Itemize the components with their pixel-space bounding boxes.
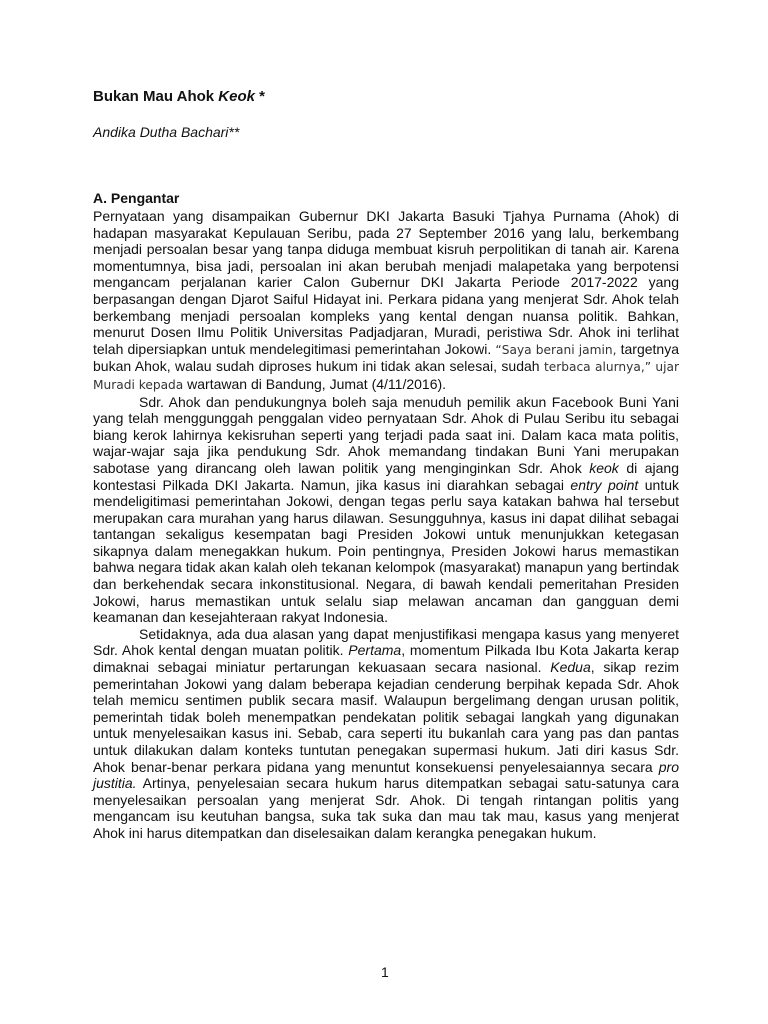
paragraph-text: Sdr. Ahok dan pendukungnya boleh saja menuduh pemilik akun Facebook Buni Yani yang telah menggunggah penggalan video pernyataan Sdr. Ahok di Pulau Seribu itu sebagai biang kerok lahirnya kekisruhan seperti yang terjadi pada saat ini. Dalam kaca mata politis, wajar-wajar saja jika pendukung Sdr. Ahok memandang tindakan Buni Yani merupakan sabotase yang dirancang oleh lawan politik yang menginginkan Sdr. Ahok (93, 393, 679, 476)
paragraph-text: di ajang kontestasi Pilkada DKI Jakarta. Namun, jika kasus ini diarahkan sebagai (93, 459, 679, 493)
page-number: 1 (381, 964, 389, 980)
paragraph-text: Artinya, penyelesaian secara hukum harus ditempatkan sebagai satu-satunya cara menyelesaikan persoalan yang menjerat Sdr. Ahok. Di tengah rintangan politis yang mengancam isu keutuhan bangsa, suka tak suka dan mau tak mau, kasus yang menjerat Ahok ini harus ditempatkan dan diselesaikan dalam kerangka penegakan hukum. (93, 775, 679, 841)
italic-term: pro justitia. (93, 758, 679, 792)
body-paragraph (93, 208, 679, 394)
document-body (93, 208, 679, 842)
italic-term: Kedua (550, 659, 591, 676)
paragraph-text: Setidaknya, ada dua alasan yang dapat menjustifikasi mengapa kasus yang menyeret Sdr. Ahok kental dengan muatan politik. (93, 625, 679, 659)
document-title (93, 88, 265, 105)
italic-term: entry point (570, 476, 639, 493)
title-suffix: * (254, 88, 265, 105)
paragraph-text: , momentum Pilkada Ibu Kota Jakarta kerap dimaknai sebagai miniatur pertarungan kekuasaan secara nasional. (93, 642, 679, 676)
quoted-text: terbaca alurnya,” ujar Muradi kepada (93, 360, 680, 392)
paragraph-text: untuk mendeligitimasi pemerintahan Jokowi, dengan tegas perlu saya katakan bahwa hal tersebut merupakan cara murahan yang harus dilawan. Sesungguhnya, kasus ini dapat dilihat sebagai tantangan sekaligus kesempatan bagi Presiden Jokowi untuk menunjukkan ketegasan sikapnya dalam menegakkan hukum. Poin pentingnya, Presiden Jokowi harus memastikan bahwa negara tidak akan kalah oleh tekanan kelompok (masyarakat) manapun yang bertindak dan berkehendak secara inkonstitusional. Negara, di bawah kendali pemeritahan Presiden Jokowi, harus memastikan untuk selalu siap melawan ancaman dan gangguan demi keamanan dan kesejahteraan rakyat Indonesia. (93, 476, 679, 626)
section-heading: A. Pengantar (93, 190, 180, 206)
paragraph-text: wartawan di Bandung, Jumat (4/11/2016). (183, 375, 447, 392)
italic-term: Pertama (348, 642, 402, 659)
title-italic-text: Keok (218, 88, 255, 105)
paragraph-text: Pernyataan yang disampaikan Gubernur DKI Jakarta Basuki Tjahya Purnama (Ahok) di hadapan masyarakat Kepulauan Seribu, pada 27 September 2016 yang lalu, berkembang menjadi persoalan besar yang tanpa diduga membuat kisruh perpolitikan di tanah air. Karena momentumnya, bisa jadi, persoalan ini akan berubah menjadi malapetaka yang berpotensi mengancam perjalanan karier Calon Gubernur DKI Jakarta Periode 2017-2022 yang berpasangan dengan Djarot Saiful Hidayat ini. Perkara pidana yang menjerat Sdr. Ahok telah berkembang menjadi persoalan kompleks yang kental dengan nuansa politik. Bahkan, menurut Dosen Ilmu Politik Universitas Padjadjaran, Muradi, peristiwa Sdr. Ahok ini terlihat telah dipersiapkan untuk mendelegitimasi pemerintahan Jokowi. (93, 208, 679, 357)
author-name: Andika Dutha Bachari** (93, 124, 240, 140)
body-paragraph (93, 626, 679, 842)
quoted-text: “Saya berani jamin, (495, 342, 617, 357)
paragraph-text: targetnya bukan Ahok, walau sudah diproses hukum ini tidak akan selesai, sudah (93, 340, 679, 375)
title-text: Bukan Mau Ahok (93, 88, 219, 105)
italic-term: keok (589, 459, 619, 476)
body-paragraph (93, 394, 679, 626)
paragraph-text: , sikap rezim pemerintahan Jokowi yang dalam beberapa kejadian cenderung berpihak kepada Sdr. Ahok telah memicu sentimen publik secara masif. Walaupun bergelimang dengan urusan politik, pemerintah tidak boleh menempatkan pendekatan politik sebagai langkah yang digunakan untuk menyelesaikan kasus ini. Sebab, cara seperti itu bukanlah cara yang pas dan pantas untuk dilakukan dalam konteks tuntutan penegakan supermasi hukum. Jati diri kasus Sdr. Ahok benar-benar perkara pidana yang menuntut konsekuensi penyelesaiannya secara (93, 659, 680, 775)
